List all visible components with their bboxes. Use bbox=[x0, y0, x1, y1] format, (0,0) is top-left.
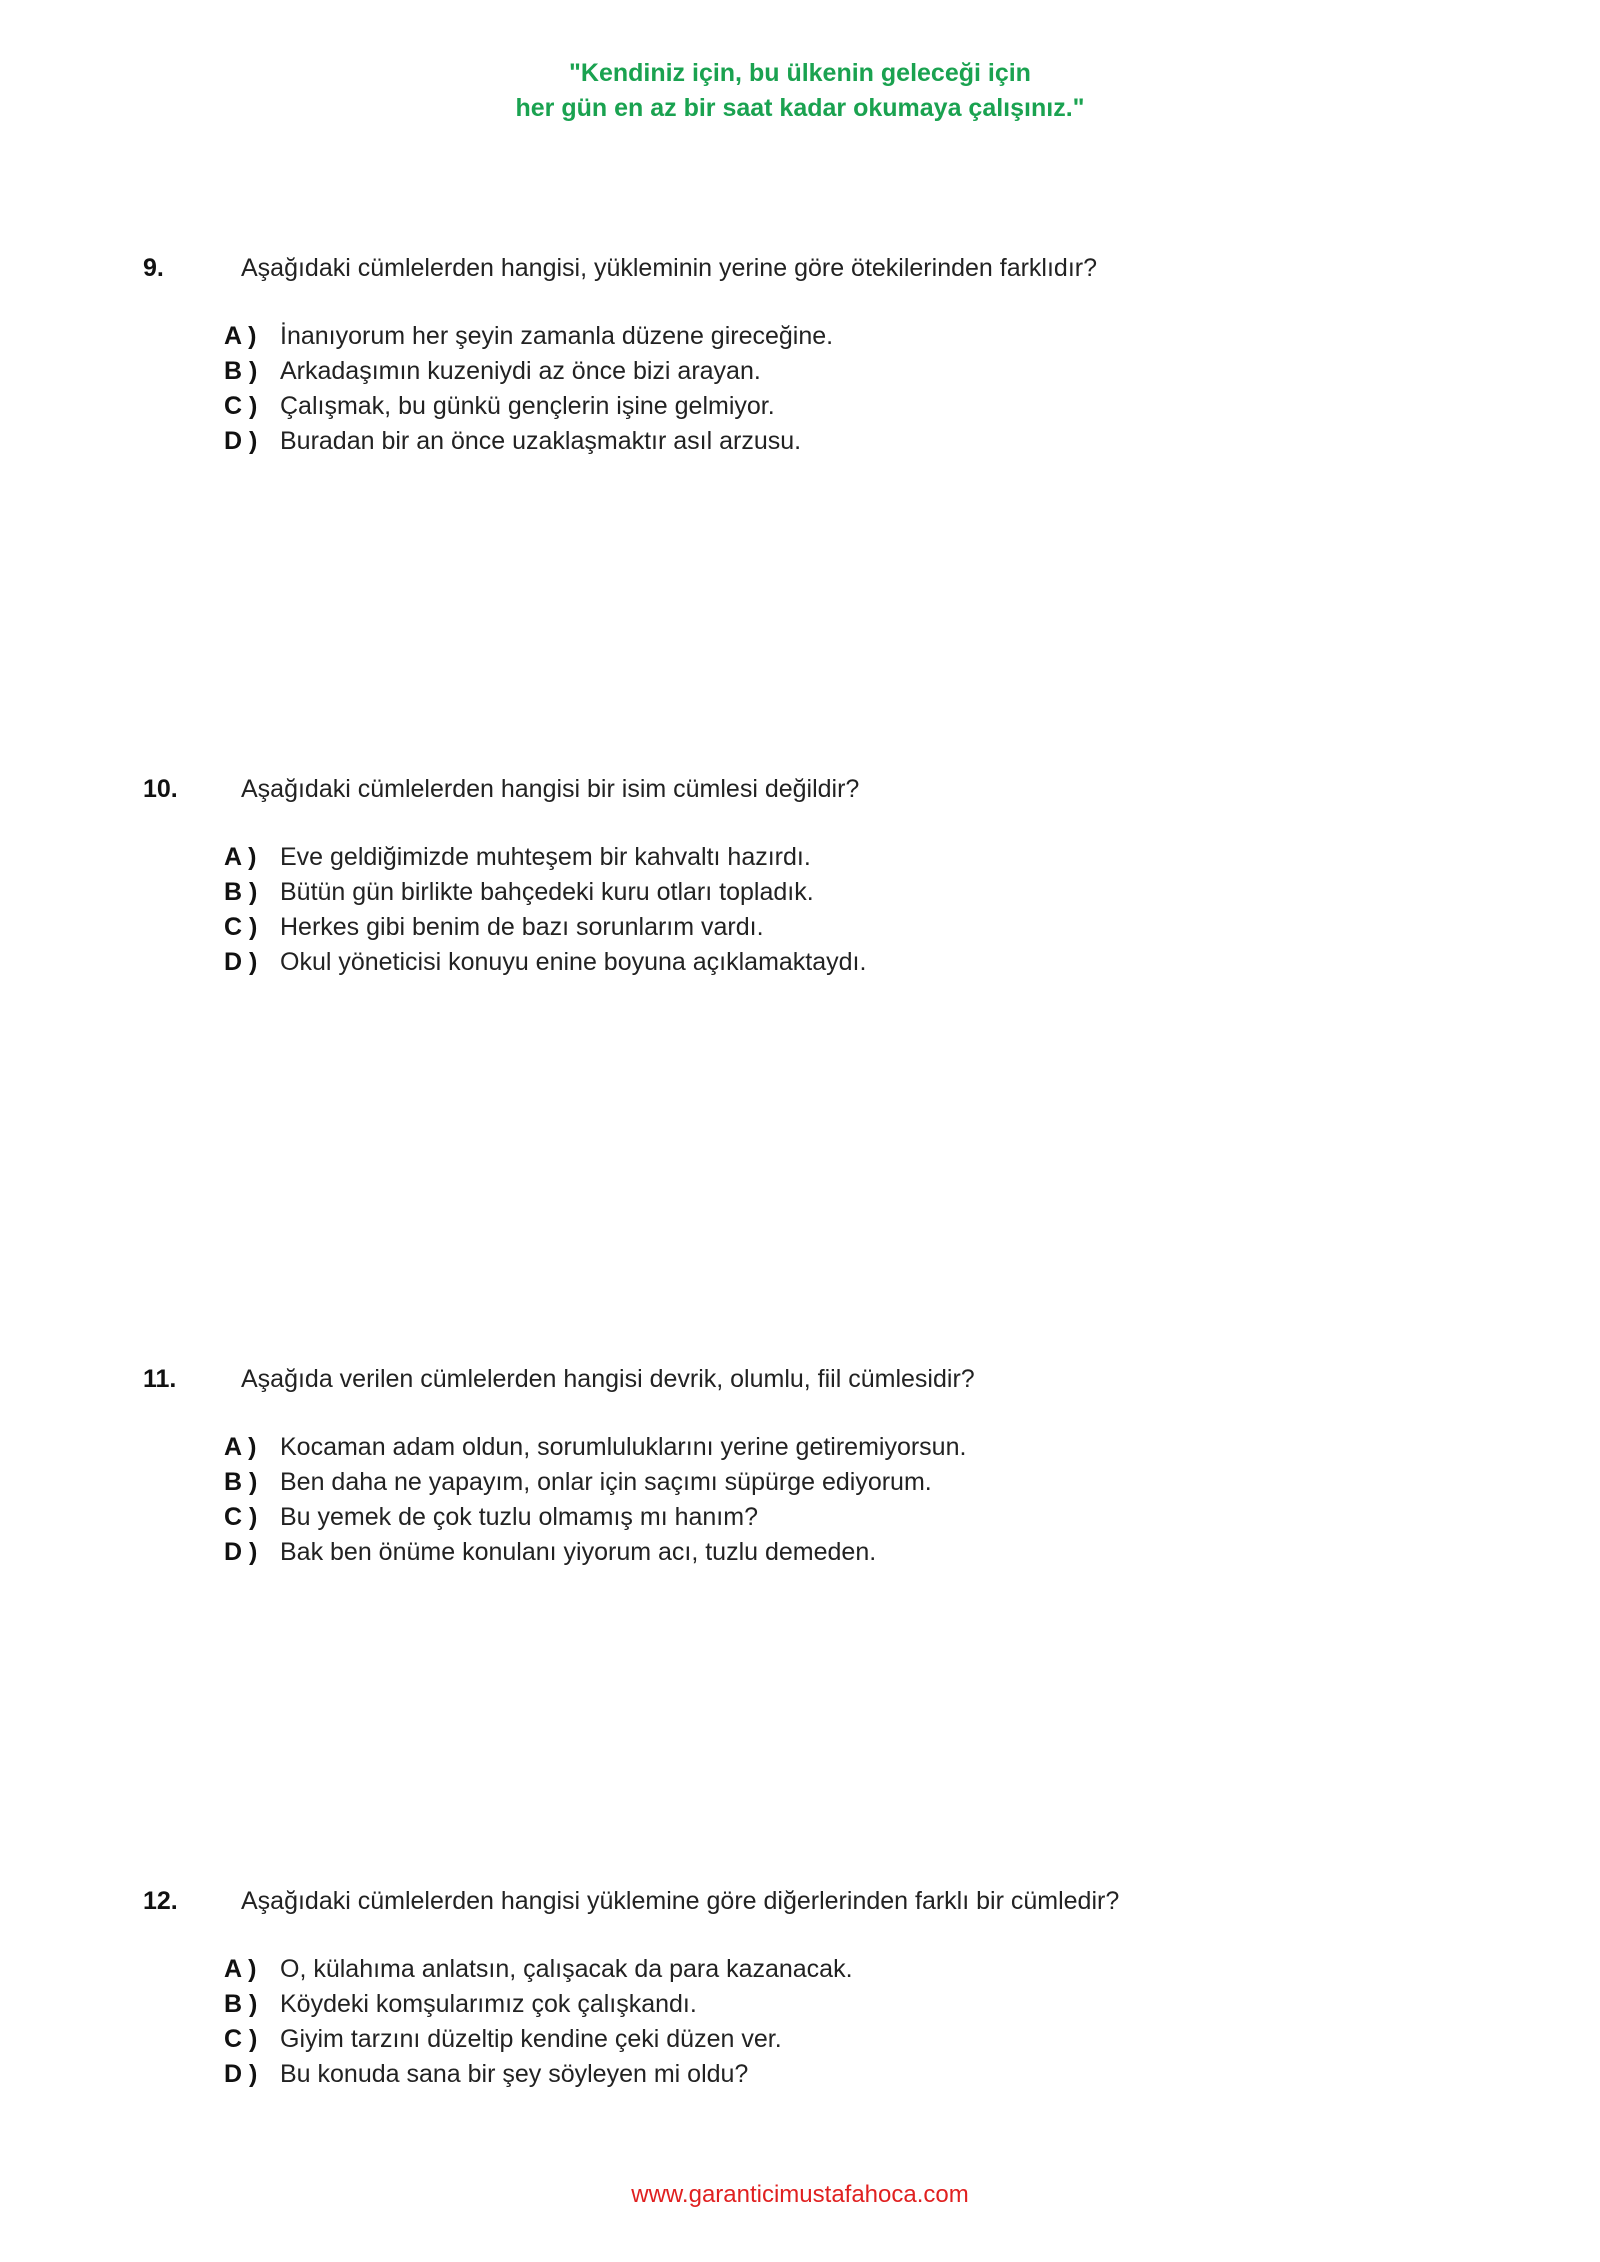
answer-options bbox=[143, 319, 1483, 459]
option-letter: D ) bbox=[224, 2060, 258, 2088]
option-text: Bu yemek de çok tuzlu olmamış mı hanım? bbox=[280, 1503, 758, 1531]
option-b[interactable] bbox=[143, 354, 1483, 389]
answer-options bbox=[143, 1952, 1483, 2092]
question-10 bbox=[143, 771, 1483, 980]
option-letter: C ) bbox=[224, 2025, 258, 2053]
option-d[interactable] bbox=[143, 1535, 1483, 1570]
question-stem bbox=[143, 1361, 1483, 1397]
option-text: Arkadaşımın kuzeniydi az önce bizi arayan. bbox=[280, 357, 761, 385]
option-d[interactable] bbox=[143, 424, 1483, 459]
option-a[interactable] bbox=[143, 1430, 1483, 1465]
option-letter: B ) bbox=[224, 878, 258, 906]
question-stem bbox=[143, 250, 1483, 286]
option-text: Buradan bir an önce uzaklaşmaktır asıl arzusu. bbox=[280, 427, 802, 455]
option-a[interactable] bbox=[143, 1952, 1483, 1987]
question-text: Aşağıda verilen cümlelerden hangisi devrik, olumlu, fiil cümlesidir? bbox=[241, 1365, 975, 1393]
option-b[interactable] bbox=[143, 875, 1483, 910]
option-letter: B ) bbox=[224, 1990, 258, 2018]
option-d[interactable] bbox=[143, 2057, 1483, 2092]
option-text: Bu konuda sana bir şey söyleyen mi oldu? bbox=[280, 2060, 749, 2088]
header-quote-line-2: her gün en az bir saat kadar okumaya çalışınız." bbox=[515, 94, 1085, 122]
option-text: Ben daha ne yapayım, onlar için saçımı süpürge ediyorum. bbox=[280, 1468, 932, 1496]
option-letter: A ) bbox=[224, 322, 257, 350]
option-letter: A ) bbox=[224, 843, 257, 871]
option-text: Giyim tarzını düzeltip kendine çeki düzen ver. bbox=[280, 2025, 782, 2053]
question-stem bbox=[143, 1883, 1483, 1919]
option-b[interactable] bbox=[143, 1987, 1483, 2022]
option-text: Herkes gibi benim de bazı sorunlarım vardı. bbox=[280, 913, 764, 941]
question-stem bbox=[143, 771, 1483, 807]
option-text: Çalışmak, bu günkü gençlerin işine gelmiyor. bbox=[280, 392, 775, 420]
option-letter: A ) bbox=[224, 1433, 257, 1461]
option-letter: B ) bbox=[224, 1468, 258, 1496]
header-quote-line-1: "Kendiniz için, bu ülkenin geleceği için bbox=[569, 59, 1031, 87]
question-text: Aşağıdaki cümlelerden hangisi, yükleminin yerine göre ötekilerinden farklıdır? bbox=[241, 254, 1098, 282]
answer-options bbox=[143, 840, 1483, 980]
option-letter: A ) bbox=[224, 1955, 257, 1983]
option-text: İnanıyorum her şeyin zamanla düzene gireceğine. bbox=[280, 322, 834, 350]
option-c[interactable] bbox=[143, 910, 1483, 945]
option-c[interactable] bbox=[143, 389, 1483, 424]
question-text: Aşağıdaki cümlelerden hangisi bir isim cümlesi değildir? bbox=[241, 775, 860, 803]
option-letter: D ) bbox=[224, 1538, 258, 1566]
question-text: Aşağıdaki cümlelerden hangisi yüklemine göre diğerlerinden farklı bir cümledir? bbox=[241, 1887, 1120, 1915]
question-11 bbox=[143, 1361, 1483, 1570]
option-text: Okul yöneticisi konuyu enine boyuna açıklamaktaydı. bbox=[280, 948, 867, 976]
question-number: 12. bbox=[143, 1887, 178, 1915]
option-c[interactable] bbox=[143, 1500, 1483, 1535]
option-a[interactable] bbox=[143, 840, 1483, 875]
option-letter: B ) bbox=[224, 357, 258, 385]
answer-options bbox=[143, 1430, 1483, 1570]
option-a[interactable] bbox=[143, 319, 1483, 354]
footer-website-link[interactable]: www.garanticimustafahoca.com bbox=[631, 2181, 969, 2208]
question-9 bbox=[143, 250, 1483, 459]
option-text: Bütün gün birlikte bahçedeki kuru otları topladık. bbox=[280, 878, 814, 906]
option-text: Eve geldiğimizde muhteşem bir kahvaltı hazırdı. bbox=[280, 843, 811, 871]
option-letter: C ) bbox=[224, 913, 258, 941]
option-text: O, külahıma anlatsın, çalışacak da para kazanacak. bbox=[280, 1955, 853, 1983]
option-d[interactable] bbox=[143, 945, 1483, 980]
option-letter: C ) bbox=[224, 1503, 258, 1531]
option-letter: D ) bbox=[224, 948, 258, 976]
question-number: 11. bbox=[143, 1365, 177, 1393]
option-letter: C ) bbox=[224, 392, 258, 420]
question-number: 10. bbox=[143, 775, 178, 803]
question-number: 9. bbox=[143, 254, 164, 282]
header-quote bbox=[0, 56, 1600, 126]
option-c[interactable] bbox=[143, 2022, 1483, 2057]
option-b[interactable] bbox=[143, 1465, 1483, 1500]
option-text: Kocaman adam oldun, sorumluluklarını yerine getiremiyorsun. bbox=[280, 1433, 967, 1461]
option-text: Köydeki komşularımız çok çalışkandı. bbox=[280, 1990, 697, 2018]
option-letter: D ) bbox=[224, 427, 258, 455]
question-12 bbox=[143, 1883, 1483, 2092]
option-text: Bak ben önüme konulanı yiyorum acı, tuzlu demeden. bbox=[280, 1538, 877, 1566]
